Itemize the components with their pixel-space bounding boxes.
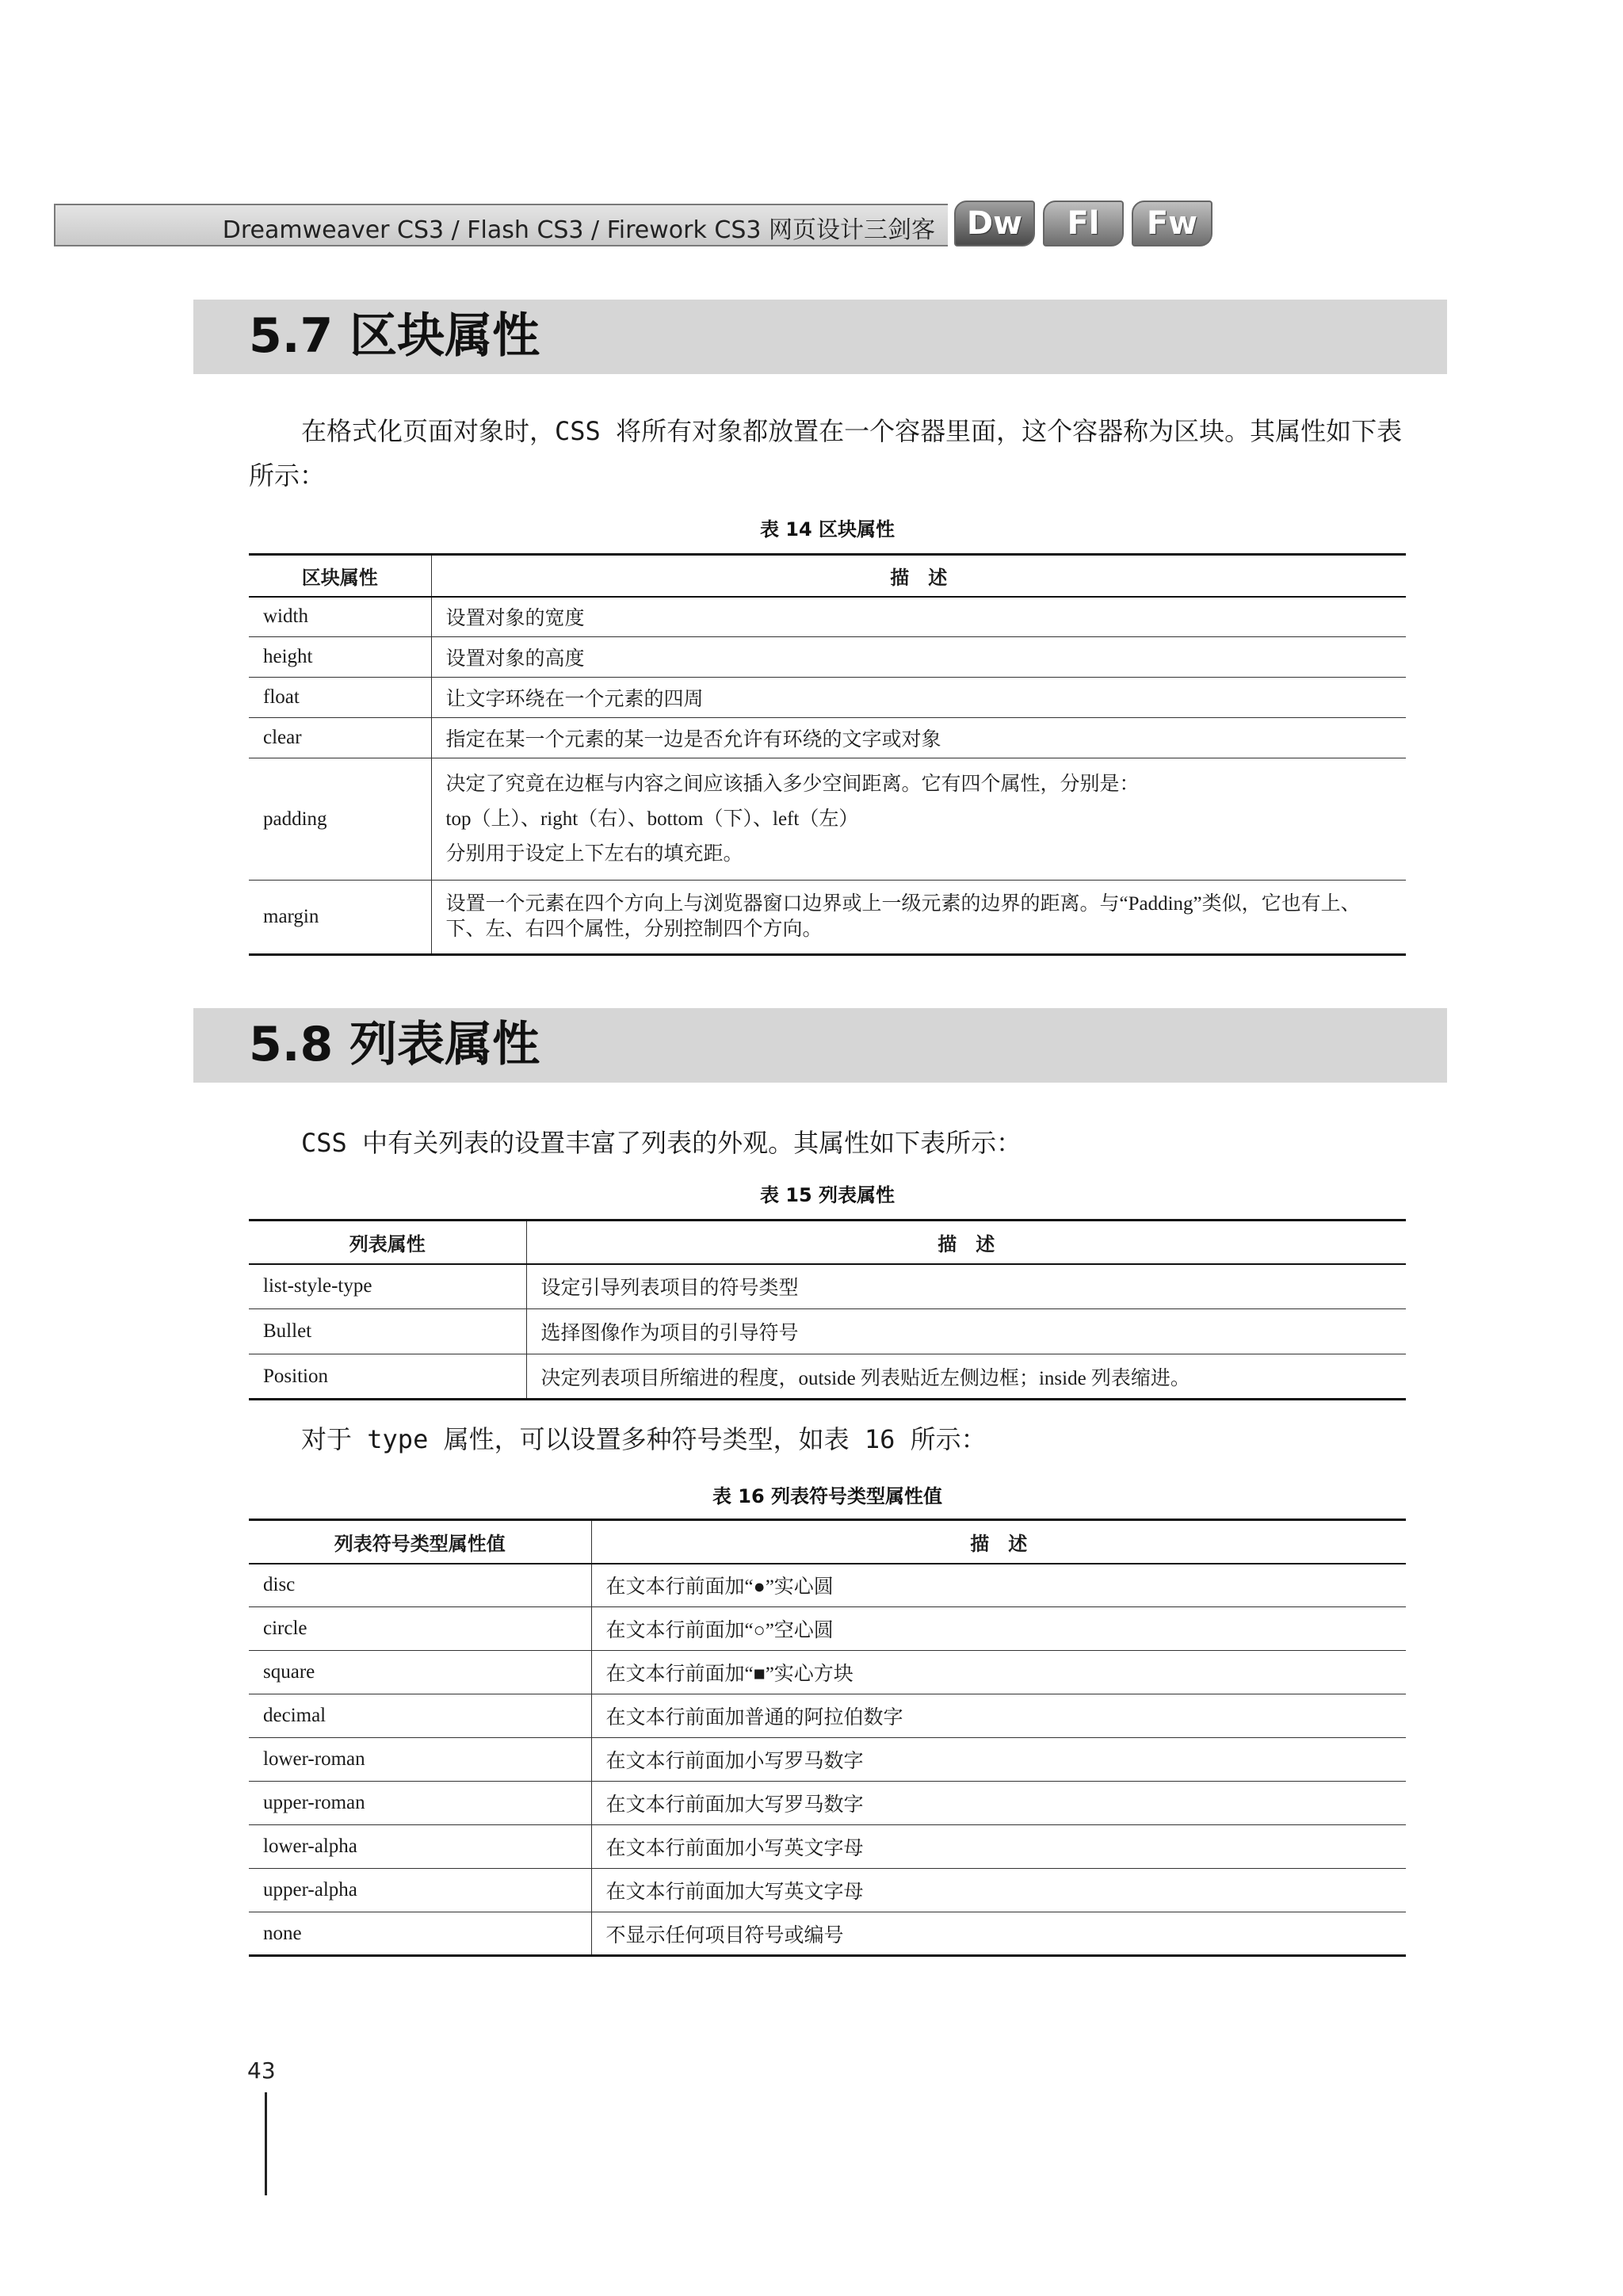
value-name: upper-alpha [249, 1869, 591, 1912]
value-desc: 在文本行前面加小写英文字母 [591, 1825, 1406, 1869]
property-name: list-style-type [249, 1264, 526, 1309]
app-badges [954, 201, 1212, 250]
property-desc: 设置对象的高度 [431, 637, 1406, 678]
table-row [249, 881, 1406, 955]
section-title: 5.8 列表属性 [249, 1017, 540, 1072]
value-name: circle [249, 1607, 591, 1651]
table-row [249, 1607, 1406, 1651]
property-desc: 指定在某一个元素的某一边是否允许有环绕的文字或对象 [431, 718, 1406, 758]
property-name: width [249, 597, 431, 637]
value-name: lower-roman [249, 1738, 591, 1782]
dreamweaver-badge: Dw [954, 201, 1035, 246]
running-header-title: Dreamweaver CS3 / Flash CS3 / Firework CS3 网页设计三剑客 [222, 216, 935, 244]
table-header: 描 述 [591, 1520, 1406, 1564]
table-row [249, 637, 1406, 678]
page-number: 43 [247, 2057, 276, 2084]
value-desc: 不显示任何项目符号或编号 [591, 1912, 1406, 1956]
table-header: 描 述 [431, 555, 1406, 597]
table-caption: 表 16 列表符号类型属性值 [712, 1485, 943, 1507]
value-name: disc [249, 1564, 591, 1607]
property-name: float [249, 678, 431, 718]
value-desc: 在文本行前面加大写英文字母 [591, 1869, 1406, 1912]
table-row [249, 1825, 1406, 1869]
value-name: square [249, 1651, 591, 1694]
table-row [249, 1354, 1406, 1400]
value-name: lower-alpha [249, 1825, 591, 1869]
running-header-bar [54, 204, 948, 246]
desc-line: top（上）、right（右）、bottom（下）、left（左） [445, 808, 859, 830]
table-row [249, 1912, 1406, 1956]
table-row [249, 758, 1406, 881]
table-header: 列表符号类型属性值 [249, 1520, 591, 1564]
section-intro: 在格式化页面对象时，CSS 将所有对象都放置在一个容器里面，这个容器称为区块。其属性如下表所示： [249, 416, 1403, 491]
property-desc: 让文字环绕在一个元素的四周 [431, 678, 1406, 718]
property-desc [431, 758, 1406, 881]
section-heading-5-8 [193, 1008, 1447, 1083]
table-row [249, 597, 1406, 637]
table-caption: 表 14 区块属性 [759, 518, 896, 541]
value-name: none [249, 1912, 591, 1956]
table-row [249, 1651, 1406, 1694]
table-row [249, 1782, 1406, 1825]
value-desc: 在文本行前面加“●”实心圆 [605, 1576, 834, 1599]
property-name: margin [249, 881, 431, 955]
property-desc [431, 881, 1406, 955]
property-desc: 设定引导列表项目的符号类型 [540, 1278, 799, 1300]
table-header: 区块属性 [249, 555, 431, 597]
fireworks-badge: Fw [1132, 201, 1212, 246]
table-row [249, 1869, 1406, 1912]
value-desc: 在文本行前面加普通的阿拉伯数字 [591, 1694, 1406, 1738]
table-row [249, 678, 1406, 718]
desc-line: 下、左、右四个属性，分别控制四个方向。 [445, 919, 823, 940]
table-row [249, 1738, 1406, 1782]
page-margin-rule [265, 2092, 267, 2195]
property-name: height [249, 637, 431, 678]
desc-line: 设置一个元素在四个方向上与浏览器窗口边界或上一级元素的边界的距离。与“Padding”类似，它也有上、 [445, 893, 1361, 915]
table-row [249, 1694, 1406, 1738]
section-intro: CSS 中有关列表的设置丰富了列表的外观。其属性如下表所示： [301, 1128, 1022, 1158]
value-desc: 在文本行前面加“○”空心圆 [591, 1607, 1406, 1651]
flash-badge: Fl [1043, 201, 1124, 246]
value-name: decimal [249, 1694, 591, 1738]
block-properties-table [249, 553, 1406, 956]
property-name: Position [249, 1354, 526, 1400]
section-title: 5.7 区块属性 [249, 308, 540, 364]
table-caption: 表 15 列表属性 [759, 1184, 896, 1206]
table-row [249, 1309, 1406, 1354]
section-heading-5-7 [193, 300, 1447, 374]
property-name: clear [249, 718, 431, 758]
desc-line: 分别用于设定上下左右的填充距。 [445, 842, 743, 865]
section-intro: 对于 type 属性，可以设置多种符号类型，如表 16 所示： [301, 1424, 987, 1454]
value-desc: 在文本行前面加大写罗马数字 [591, 1782, 1406, 1825]
property-desc: 决定列表项目所缩进的程度，outside 列表贴近左侧边框；inside 列表缩进。 [526, 1354, 1406, 1400]
property-desc: 设置对象的宽度 [445, 608, 585, 630]
property-name: Bullet [249, 1309, 526, 1354]
desc-line: 决定了究竟在边框与内容之间应该插入多少空间距离。它有四个属性，分别是： [445, 773, 1140, 795]
table-row [249, 1564, 1406, 1607]
table-header: 描 述 [526, 1221, 1406, 1264]
table-header: 列表属性 [249, 1221, 526, 1264]
value-desc: 在文本行前面加“■”实心方块 [591, 1651, 1406, 1694]
table-row [249, 1264, 1406, 1309]
value-desc: 在文本行前面加小写罗马数字 [591, 1738, 1406, 1782]
value-name: upper-roman [249, 1782, 591, 1825]
list-style-type-values-table [249, 1519, 1406, 1957]
list-properties-table [249, 1219, 1406, 1400]
table-row [249, 718, 1406, 758]
property-desc: 选择图像作为项目的引导符号 [526, 1309, 1406, 1354]
property-name: padding [249, 758, 431, 881]
